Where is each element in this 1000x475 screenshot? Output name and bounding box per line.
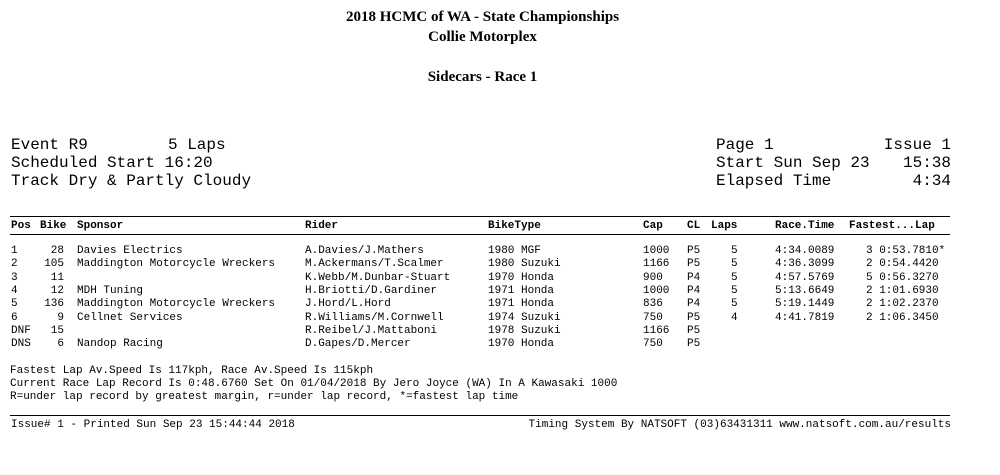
col-sponsor: Sponsor — [77, 220, 124, 232]
cell-sponsor: MDH Tuning — [77, 284, 144, 297]
cell-laps: 5 — [731, 271, 738, 284]
cell-fastest: 2 1:02.2370 — [866, 298, 939, 311]
table-row — [0, 258, 1000, 271]
cell-cl: P5 — [687, 258, 701, 271]
cell-fastest: 2 1:01.6930 — [866, 284, 939, 297]
col-rider: Rider — [305, 220, 339, 232]
cell-rider: R.Williams/M.Cornwell — [305, 311, 444, 324]
cell-bike: 9 — [57, 311, 64, 324]
cell-pos: 2 — [11, 258, 18, 271]
col-biketype: BikeType — [488, 220, 541, 232]
table-row — [0, 298, 1000, 311]
col-bike: Bike — [40, 220, 67, 232]
event-laps: 5 Laps — [168, 136, 226, 154]
table-row — [0, 338, 1000, 351]
cell-cl: P4 — [687, 284, 701, 297]
cell-fastest: 2 0:54.4420 — [866, 258, 939, 271]
speed-note: Fastest Lap Av.Speed Is 117kph, Race Av.Speed Is 115kph — [10, 365, 374, 377]
scheduled-start: Scheduled Start 16:20 — [11, 154, 213, 172]
cell-biketype: 1970 Honda — [488, 271, 555, 284]
cell-cl: P4 — [687, 271, 701, 284]
col-pos: Pos — [11, 220, 31, 232]
cell-racetime: 5:19.1449 — [775, 298, 835, 311]
cell-bike: 12 — [50, 284, 64, 297]
cell-biketype: 1978 Suzuki — [488, 324, 561, 337]
cell-cl: P5 — [687, 311, 701, 324]
cell-bike: 11 — [50, 271, 64, 284]
cell-sponsor: Cellnet Services — [77, 311, 183, 324]
venue-title: Collie Motorplex — [428, 29, 537, 45]
cell-sponsor: Maddington Motorcycle Wreckers — [77, 258, 276, 271]
cell-fastest: 2 1:06.3450 — [866, 311, 939, 324]
race-title: Sidecars - Race 1 — [427, 69, 538, 85]
cell-laps: 5 — [731, 245, 738, 257]
cell-bike: 105 — [44, 258, 64, 271]
cell-bike: 15 — [50, 324, 64, 337]
cell-biketype: 1970 Honda — [488, 338, 555, 351]
track-conditions: Track Dry & Partly Cloudy — [11, 172, 252, 190]
cell-cl: P4 — [687, 298, 701, 311]
elapsed-label: Elapsed Time — [716, 172, 832, 190]
table-row — [0, 312, 1000, 325]
legend-note: R=under lap record by greatest margin, r=under lap record, *=fastest lap time — [10, 391, 519, 403]
cell-pos: 5 — [11, 298, 18, 311]
cell-bike: 28 — [50, 245, 64, 257]
cell-biketype: 1980 Suzuki — [488, 258, 561, 271]
cell-racetime: 5:13.6649 — [775, 284, 835, 297]
cell-sponsor: Davies Electrics — [77, 245, 183, 257]
cell-cl: P5 — [687, 324, 701, 337]
cell-cap: 1000 — [643, 245, 670, 257]
cell-laps: 5 — [731, 284, 738, 297]
col-racetime: Race.Time — [775, 220, 835, 232]
cell-racetime: 4:57.5769 — [775, 271, 835, 284]
cell-rider: H.Briotti/D.Gardiner — [305, 284, 438, 297]
cell-racetime: 4:41.7819 — [775, 311, 835, 324]
championship-title: 2018 HCMC of WA - State Championships — [345, 9, 620, 25]
table-row — [0, 272, 1000, 285]
cell-racetime: 4:36.3099 — [775, 258, 835, 271]
cell-rider: R.Reibel/J.Mattaboni — [305, 324, 438, 337]
cell-pos: 6 — [11, 311, 18, 324]
cell-cap: 836 — [643, 298, 663, 311]
cell-cap: 1000 — [643, 284, 670, 297]
cell-pos: DNF — [11, 324, 31, 337]
cell-rider: A.Davies/J.Mathers — [305, 245, 424, 257]
table-row — [0, 325, 1000, 338]
cell-bike: 6 — [57, 338, 64, 351]
cell-cap: 1166 — [643, 324, 670, 337]
cell-cap: 750 — [643, 311, 663, 324]
col-cap: Cap — [643, 220, 663, 232]
cell-pos: DNS — [11, 338, 31, 351]
cell-biketype: 1971 Honda — [488, 298, 555, 311]
cell-fastest: 5 0:56.3270 — [866, 271, 939, 284]
elapsed-time: 4:34 — [912, 172, 951, 190]
cell-pos: 4 — [11, 284, 18, 297]
table-row — [0, 285, 1000, 298]
cell-cl: P5 — [687, 245, 701, 257]
cell-sponsor: Nandop Racing — [77, 338, 163, 351]
col-fastest: Fastest...Lap — [849, 220, 935, 232]
cell-rider: M.Ackermans/T.Scalmer — [305, 258, 444, 271]
cell-rider: D.Gapes/D.Mercer — [305, 338, 411, 351]
cell-biketype: 1974 Suzuki — [488, 311, 561, 324]
cell-laps: 5 — [731, 298, 738, 311]
header-divider-bottom — [10, 234, 950, 235]
cell-biketype: 1971 Honda — [488, 284, 555, 297]
cell-cap: 750 — [643, 338, 663, 351]
cell-pos: 3 — [11, 271, 18, 284]
start-label: Start Sun Sep 23 — [716, 154, 870, 172]
cell-fastest: 3 0:53.7810* — [866, 245, 946, 257]
cell-racetime: 4:34.0089 — [775, 245, 835, 257]
cell-bike: 136 — [44, 298, 64, 311]
col-laps: Laps — [711, 220, 738, 232]
footer-divider — [10, 415, 950, 416]
lap-record-note: Current Race Lap Record Is 0:48.6760 Set On 01/04/2018 By Jero Joyce (WA) In A Kawasaki 1000 — [10, 378, 618, 390]
issue-number: Issue 1 — [883, 136, 951, 154]
cell-laps: 4 — [731, 311, 738, 324]
col-cl: CL — [687, 220, 701, 232]
event-number: Event R9 — [11, 136, 88, 154]
table-row — [0, 245, 1000, 258]
start-time: 15:38 — [902, 154, 951, 172]
printed-info: Issue# 1 - Printed Sun Sep 23 15:44:44 2018 — [11, 419, 295, 431]
cell-biketype: 1980 MGF — [488, 245, 541, 257]
cell-laps: 5 — [731, 258, 738, 271]
cell-rider: J.Hord/L.Hord — [305, 298, 391, 311]
cell-pos: 1 — [11, 245, 18, 257]
cell-cl: P5 — [687, 338, 701, 351]
cell-rider: K.Webb/M.Dunbar-Stuart — [305, 271, 451, 284]
header-divider-top — [10, 216, 950, 217]
timing-system-info: Timing System By NATSOFT (03)63431311 www.natsoft.com.au/results — [528, 419, 951, 431]
page-number: Page 1 — [716, 136, 774, 154]
cell-cap: 900 — [643, 271, 663, 284]
cell-sponsor: Maddington Motorcycle Wreckers — [77, 298, 276, 311]
cell-cap: 1166 — [643, 258, 670, 271]
